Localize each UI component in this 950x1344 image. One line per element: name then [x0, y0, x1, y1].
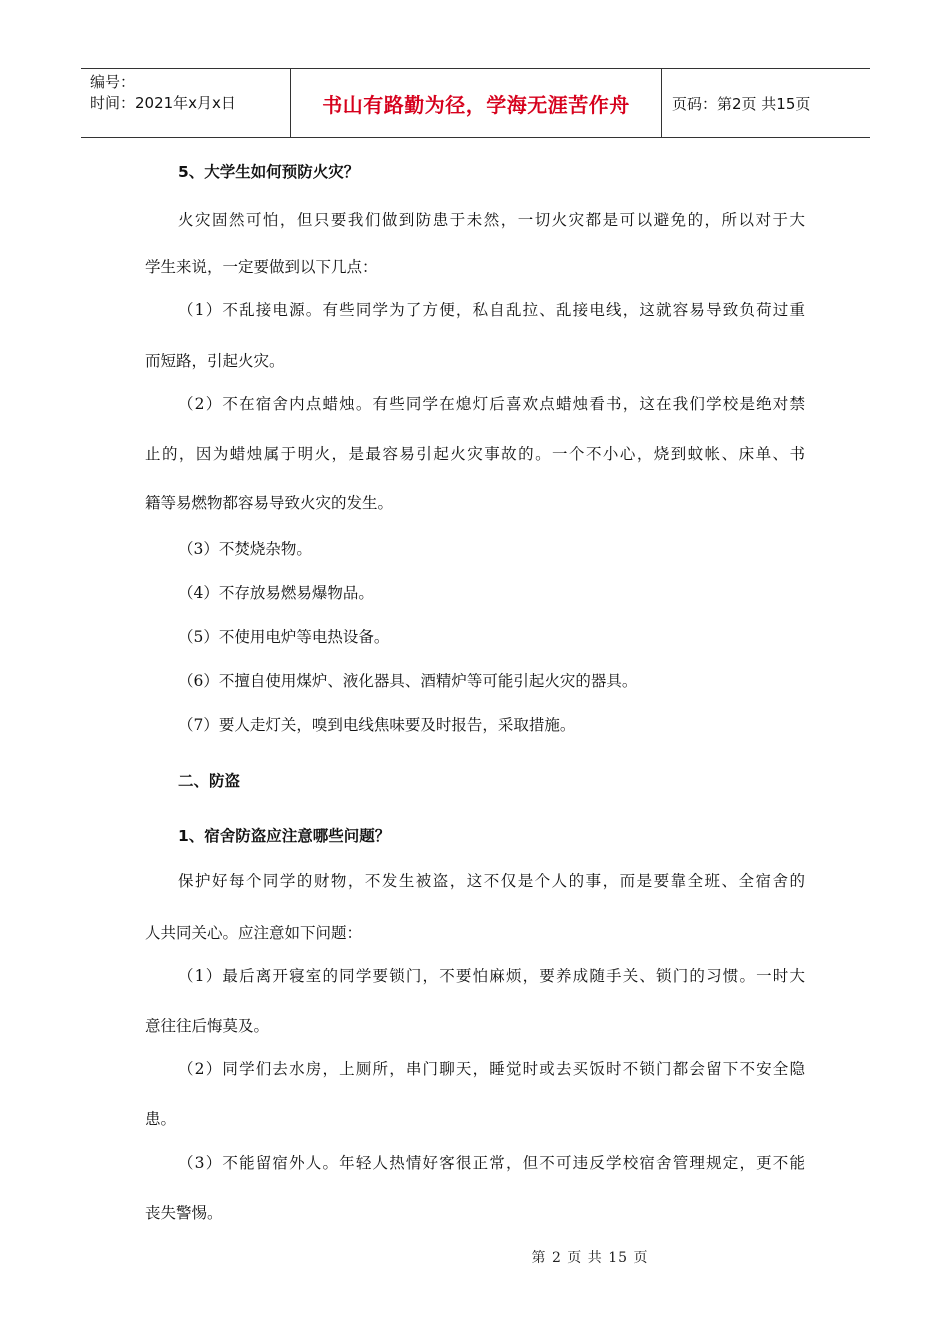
section-heading: 二、防盗 — [178, 772, 241, 790]
paragraph-line: 而短路，引起火灾。 — [145, 352, 285, 370]
paragraph-line: 止的，因为蜡烛属于明火，是最容易引起火灾事故的。一个不小心，烧到蚊帐、床单、书 — [145, 445, 805, 463]
paragraph-line: 人共同关心。应注意如下问题： — [145, 924, 363, 942]
section-heading: 5、大学生如何预防火灾？ — [178, 163, 360, 181]
paragraph-line: 患。 — [145, 1110, 177, 1128]
section-heading: 1、宿舍防盗应注意哪些问题？ — [178, 827, 391, 845]
paragraph-line: 籍等易燃物都容易导致火灾的发生。 — [145, 494, 394, 512]
page-header — [81, 68, 870, 138]
header-motto: 书山有路勤为径，学海无涯苦作舟 — [291, 69, 662, 137]
paragraph-line: （3）不能留宿外人。年轻人热情好客很正常，但不可违反学校宿舍管理规定，更不能 — [178, 1154, 805, 1172]
paragraph-line: 火灾固然可怕，但只要我们做到防患于未然，一切火灾都是可以避免的，所以对于大 — [178, 211, 805, 229]
paragraph-line: （2）同学们去水房，上厕所，串门聊天，睡觉时或去买饭时不锁门都会留下不安全隐 — [178, 1060, 805, 1078]
header-meta — [81, 69, 291, 137]
paragraph-line: 丧失警惕。 — [145, 1204, 223, 1222]
paragraph-line: （2）不在宿舍内点蜡烛。有些同学在熄灯后喜欢点蜡烛看书，这在我们学校是绝对禁 — [178, 395, 805, 413]
paragraph-line: （1）不乱接电源。有些同学为了方便，私自乱拉、乱接电线，这就容易导致负荷过重 — [178, 301, 805, 319]
paragraph-line: （3）不焚烧杂物。 — [178, 540, 312, 558]
page-footer: 第 2 页 共 15 页 — [531, 1250, 649, 1266]
paragraph-line: （4）不存放易燃易爆物品。 — [178, 584, 374, 602]
paragraph-line: （6）不擅自使用煤炉、液化器具、酒精炉等可能引起火灾的器具。 — [178, 672, 638, 690]
paragraph-line: （5）不使用电炉等电热设备。 — [178, 628, 390, 646]
paragraph-line: 意往往后悔莫及。 — [145, 1017, 270, 1035]
document-date: 时间：2021年x月x日 — [90, 94, 236, 112]
paragraph-line: 保护好每个同学的财物，不发生被盗，这不仅是个人的事，而是要靠全班、全宿舍的 — [178, 872, 805, 890]
paragraph-line: （7）要人走灯关，嗅到电线焦味要及时报告，采取措施。 — [178, 716, 576, 734]
paragraph-line: （1）最后离开寝室的同学要锁门，不要怕麻烦，要养成随手关、锁门的习惯。一时大 — [178, 967, 805, 985]
paragraph-line: 学生来说，一定要做到以下几点： — [145, 258, 378, 276]
document-number-label: 编号： — [90, 73, 136, 91]
header-page-info: 页码：第2页 共15页 — [672, 94, 811, 113]
